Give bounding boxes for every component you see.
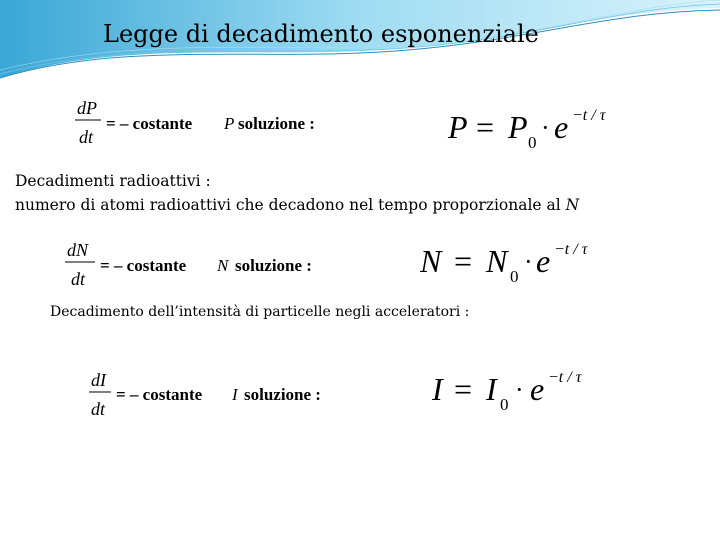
eq1-result-left: P <box>448 109 468 145</box>
eq3-exponent: −t / τ <box>548 369 582 386</box>
paragraph-1-line-2-text: numero di atomi radioattivi che decadono nel tempo proporzionale al <box>15 196 561 214</box>
eq1-rhs-word: = – costante <box>106 114 193 133</box>
eq2-exponent: −t / τ <box>554 241 588 258</box>
paragraph-1-line-2 <box>15 193 579 217</box>
slide-title: Legge di decadimento esponenziale <box>103 20 539 48</box>
equation-3-solution <box>432 368 612 420</box>
eq1-numerator: dP <box>77 98 97 118</box>
eq3-denominator: dt <box>91 399 106 419</box>
eq3-subscript: 0 <box>500 395 509 414</box>
eq2-result-base: N <box>486 243 508 279</box>
eq2-rhs-word: = – costante <box>100 256 187 275</box>
eq3-equals: = <box>454 371 473 407</box>
equation-2-solution <box>420 236 620 288</box>
eq1-equals: = <box>476 109 495 145</box>
equation-3-differential <box>86 368 376 424</box>
eq1-result-base: P <box>508 109 528 145</box>
equation-1-differential <box>70 96 360 152</box>
eq3-rhs-word: = – costante <box>116 385 203 404</box>
eq2-variable: N <box>217 256 229 275</box>
eq1-denominator: dt <box>79 127 94 147</box>
eq3-result-left: I <box>432 371 443 407</box>
eq3-e: e <box>530 371 545 407</box>
eq3-solution-word: soluzione : <box>244 385 321 404</box>
eq1-exponent: −t / τ <box>572 107 606 124</box>
eq3-variable: I <box>232 385 238 404</box>
eq2-subscript: 0 <box>510 267 519 286</box>
eq3-dot: · <box>515 375 524 404</box>
paragraph-radioactive-decay <box>15 169 579 217</box>
eq2-result-left: N <box>420 243 442 279</box>
eq2-equals: = <box>454 243 473 279</box>
eq2-solution-word: soluzione : <box>235 256 312 275</box>
eq2-denominator: dt <box>71 269 86 289</box>
eq1-e: e <box>554 109 569 145</box>
paragraph-1-variable: N <box>565 196 580 214</box>
eq2-e: e <box>536 243 551 279</box>
eq1-dot: · <box>541 113 550 142</box>
eq2-dot: · <box>524 247 533 276</box>
equation-1-solution <box>446 100 636 152</box>
eq3-numerator: dI <box>91 370 106 390</box>
paragraph-1-line-1: Decadimenti radioattivi : <box>15 172 211 190</box>
equation-2-differential <box>62 238 352 294</box>
paragraph-accelerator-decay: Decadimento dell’intensità di particelle negli acceleratori : <box>50 304 470 320</box>
eq1-variable: P <box>224 114 235 133</box>
eq2-numerator: dN <box>67 240 89 260</box>
eq1-subscript: 0 <box>528 133 537 152</box>
eq3-result-base: I <box>486 371 497 407</box>
eq1-solution-word: soluzione : <box>238 114 315 133</box>
